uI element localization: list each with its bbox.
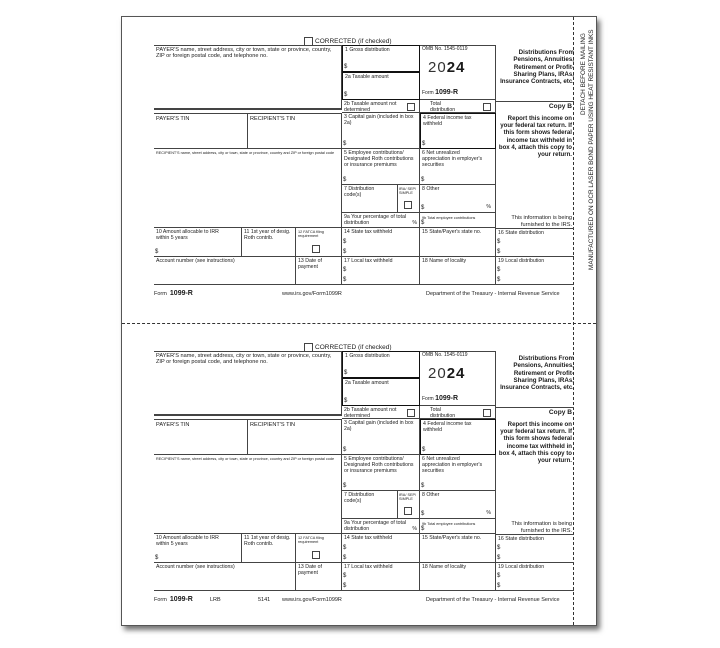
box-4-label: 4 Federal income tax withheld	[423, 115, 472, 127]
manufacturer-note: MANUFACTURED ON OCR LASER BOND PAPER USING HEAT RESISTANT INKS	[588, 29, 595, 270]
box-14-state-tax[interactable]	[342, 228, 420, 257]
dollar-sign: $	[344, 370, 348, 377]
dollar-sign: $	[155, 555, 159, 562]
box-7-label: 7 Distribution code(s)	[344, 492, 375, 504]
box-5-employee-contributions[interactable]	[342, 455, 420, 491]
dollar-sign: $	[497, 555, 501, 562]
box-8-label: 8 Other	[422, 186, 440, 192]
box-9b-total-employee[interactable]	[420, 519, 496, 534]
box-6-label: 6 Net unrealized appreciation in employer's securities	[422, 456, 483, 474]
form-title: Distributions From Pensions, Annuities, Retirement or Profit-Sharing Plans, IRAs, Insurance Contracts, etc.	[500, 355, 574, 392]
ira-sep-simple-box[interactable]	[398, 185, 420, 213]
dollar-sign: $	[343, 483, 347, 490]
account-number-box[interactable]	[154, 563, 296, 591]
dollar-sign: $	[497, 277, 501, 284]
total-distribution-box[interactable]	[420, 100, 496, 113]
tax-year	[428, 59, 465, 76]
box-18-locality[interactable]	[420, 257, 496, 285]
form-id	[422, 395, 458, 403]
total-distribution-box[interactable]	[420, 406, 496, 419]
dollar-sign: $	[343, 447, 347, 454]
corrected-label: CORRECTED (if checked)	[315, 38, 392, 46]
copy-b-label: Copy B	[548, 409, 572, 416]
form-1099r-bottom	[154, 341, 574, 617]
corrected-label: CORRECTED (if checked)	[315, 344, 392, 352]
box-9b-label: 9b Total employee contributions	[422, 522, 476, 526]
footer-form-id	[154, 596, 193, 603]
copy-b-instructions: Report this income on your federal tax return. If this form shows federal income tax withheld in box 4, attach this copy to your return.	[498, 115, 572, 158]
payer-name-label: PAYER'S name, street address, city or town, state or province, country, ZIP or foreign postal code, and telephone no.	[156, 353, 332, 366]
box-18-label: 18 Name of locality	[422, 564, 467, 570]
box-15-state-no[interactable]	[420, 228, 496, 257]
footer-lrb: LRB	[210, 597, 221, 603]
recipient-name-box[interactable]	[154, 455, 342, 534]
box-9a-label: 9a Your percentage of total distribution	[344, 214, 407, 226]
box-1-gross-distribution[interactable]	[342, 351, 420, 378]
box-11-roth-year[interactable]	[242, 534, 296, 563]
ira-sep-simple-label: IRA/ SEP/ SIMPLE	[399, 493, 417, 502]
payer-tin-box[interactable]	[154, 419, 248, 455]
box-14-label: 14 State tax withheld	[344, 229, 393, 235]
box-7-distribution-code[interactable]	[342, 491, 398, 519]
account-number-label: Account number (see instructions)	[156, 258, 235, 264]
box-12-fatca[interactable]	[296, 534, 342, 563]
total-distribution-label: Total distribution	[430, 101, 456, 113]
year-prefix: 20	[428, 365, 447, 382]
omb-number: OMB No. 1545-0119	[422, 46, 468, 52]
box-10-label: 10 Amount allocable to IRR within 5 years	[156, 229, 219, 241]
box-16-state-distribution[interactable]	[496, 534, 574, 563]
copy-b-note: This information is being furnished to the IRS.	[511, 215, 572, 228]
dollar-sign: $	[344, 398, 348, 405]
form-id	[422, 89, 458, 97]
recipient-tin-label: RECIPIENT'S TIN	[250, 116, 296, 122]
box-12-label: 12 FATCA filing requirement	[298, 230, 324, 239]
percent-sign: %	[486, 204, 491, 211]
fatca-checkbox[interactable]	[312, 245, 320, 253]
box-2b-label: 2b Taxable amount not determined	[344, 407, 397, 419]
box-17-local-tax[interactable]	[342, 257, 420, 285]
fatca-checkbox[interactable]	[312, 551, 320, 559]
box-4-federal-tax-withheld[interactable]	[420, 419, 496, 455]
box-7-label: 7 Distribution code(s)	[344, 186, 375, 198]
box-10-label: 10 Amount allocable to IRR within 5 years	[156, 535, 219, 547]
box-17-local-tax[interactable]	[342, 563, 420, 591]
omb-number: OMB No. 1545-0119	[422, 352, 468, 358]
dollar-sign: $	[497, 583, 501, 590]
footer-code: 5141	[258, 597, 271, 603]
box-4-federal-tax-withheld[interactable]	[420, 113, 496, 149]
dollar-sign: $	[343, 277, 347, 284]
percent-sign: %	[412, 526, 417, 533]
dollar-sign: $	[343, 249, 347, 256]
dollar-sign: $	[421, 483, 425, 490]
box-19-label: 19 Local distribution	[498, 258, 545, 264]
box-6-net-unrealized[interactable]	[420, 455, 496, 491]
box-8-other[interactable]	[420, 185, 496, 213]
detach-note: DETACH BEFORE MAILING	[580, 33, 587, 115]
recipient-name-label: RECIPIENT'S name, street address, city or town, state or province, country and ZIP or foreign postal code	[156, 457, 335, 461]
box-4-label: 4 Federal income tax withheld	[423, 421, 472, 433]
percent-sign: %	[412, 220, 417, 227]
box-19-label: 19 Local distribution	[498, 564, 545, 570]
box-11-roth-year[interactable]	[242, 228, 296, 257]
box-16-label: 16 State distribution	[498, 536, 544, 542]
payer-tin-label: PAYER'S TIN	[156, 422, 190, 428]
recipient-name-box[interactable]	[154, 149, 342, 228]
box-13-date-of-payment[interactable]	[296, 563, 342, 591]
dollar-sign: $	[343, 545, 347, 552]
box-2b-checkbox[interactable]	[407, 409, 415, 417]
form-name: 1099-R	[435, 394, 459, 402]
ira-sep-simple-checkbox[interactable]	[404, 507, 412, 515]
payer-name-box[interactable]	[154, 45, 342, 109]
total-distribution-checkbox[interactable]	[483, 103, 491, 111]
dollar-sign: $	[343, 141, 347, 148]
dollar-sign: $	[497, 573, 501, 580]
dollar-sign: $	[421, 511, 425, 518]
dollar-sign: $	[422, 447, 426, 454]
payer-name-label: PAYER'S name, street address, city or town, state or province, country, ZIP or foreign postal code, and telephone no.	[156, 47, 332, 60]
box-6-label: 6 Net unrealized appreciation in employer's securities	[422, 150, 483, 168]
form-word: Form	[422, 395, 434, 402]
box-13-date-of-payment[interactable]	[296, 257, 342, 285]
box-5-employee-contributions[interactable]	[342, 149, 420, 185]
box-2a-taxable-amount[interactable]	[342, 72, 420, 100]
dollar-sign: $	[497, 545, 501, 552]
box-15-label: 15 State/Payer's state no.	[422, 535, 482, 541]
box-9b-label: 9b Total employee contributions	[422, 216, 476, 220]
dollar-sign: $	[343, 573, 347, 580]
dollar-sign: $	[343, 583, 347, 590]
box-14-state-tax[interactable]	[342, 534, 420, 563]
footer-form-id	[154, 290, 193, 297]
dollar-sign: $	[343, 177, 347, 184]
dollar-sign: $	[421, 177, 425, 184]
box-19-local-distribution[interactable]	[496, 563, 574, 591]
box-10-irr[interactable]	[154, 534, 242, 563]
box-9a-percentage[interactable]	[342, 519, 420, 534]
dollar-sign: $	[344, 64, 348, 71]
dollar-sign: $	[421, 220, 425, 227]
box-11-label: 11 1st year of desig. Roth contrib.	[244, 535, 291, 547]
footer-form-word: Form	[154, 291, 167, 297]
year-prefix: 20	[428, 59, 447, 76]
year-suffix: 24	[446, 59, 466, 76]
box-18-label: 18 Name of locality	[422, 258, 467, 264]
box-3-label: 3 Capital gain (included in box 2a)	[344, 114, 414, 126]
ira-sep-simple-box[interactable]	[398, 491, 420, 519]
account-number-label: Account number (see instructions)	[156, 564, 235, 570]
recipient-tin-label: RECIPIENT'S TIN	[250, 422, 296, 428]
dollar-sign: $	[343, 267, 347, 274]
footer-form-name: 1099-R	[169, 596, 193, 603]
ira-sep-simple-label: IRA/ SEP/ SIMPLE	[399, 187, 417, 196]
box-14-label: 14 State tax withheld	[344, 535, 393, 541]
total-distribution-label: Total distribution	[430, 407, 456, 419]
box-11-label: 11 1st year of desig. Roth contrib.	[244, 229, 291, 241]
box-6-net-unrealized[interactable]	[420, 149, 496, 185]
box-3-capital-gain[interactable]	[342, 113, 420, 149]
tax-year	[428, 365, 465, 382]
payer-tin-label: PAYER'S TIN	[156, 116, 190, 122]
footer-form-word: Form	[154, 597, 167, 603]
percent-sign: %	[486, 510, 491, 517]
box-9a-label: 9a Your percentage of total distribution	[344, 520, 407, 532]
dollar-sign: $	[344, 92, 348, 99]
dollar-sign: $	[497, 267, 501, 274]
box-1-label: 1 Gross distribution	[345, 353, 390, 359]
box-16-state-distribution[interactable]	[496, 228, 574, 257]
box-2a-label: 2a Taxable amount	[345, 380, 389, 386]
box-8-other[interactable]	[420, 491, 496, 519]
box-3-capital-gain[interactable]	[342, 419, 420, 455]
dollar-sign: $	[421, 205, 425, 212]
omb-year-box	[420, 45, 496, 100]
box-18-locality[interactable]	[420, 563, 496, 591]
form-title: Distributions From Pensions, Annuities, Retirement or Profit-Sharing Plans, IRAs, Insurance Contracts, etc.	[500, 49, 574, 86]
dollar-sign: $	[343, 555, 347, 562]
dollar-sign: $	[155, 249, 159, 256]
box-8-label: 8 Other	[422, 492, 440, 498]
box-12-fatca[interactable]	[296, 228, 342, 257]
payer-name-box[interactable]	[154, 351, 342, 415]
box-2b-not-determined[interactable]	[342, 406, 420, 419]
box-1-gross-distribution[interactable]	[342, 45, 420, 72]
footer-department: Department of the Treasury - Internal Revenue Service	[426, 291, 560, 297]
ira-sep-simple-checkbox[interactable]	[404, 201, 412, 209]
box-2a-label: 2a Taxable amount	[345, 74, 389, 80]
box-10-irr[interactable]	[154, 228, 242, 257]
form-1099r-top	[154, 35, 574, 311]
box-2b-not-determined[interactable]	[342, 100, 420, 113]
box-15-state-no[interactable]	[420, 534, 496, 563]
form-name: 1099-R	[435, 88, 459, 96]
box-2b-label: 2b Taxable amount not determined	[344, 101, 397, 113]
recipient-tin-box[interactable]	[248, 419, 342, 455]
footer-form-name: 1099-R	[169, 290, 193, 297]
box-1-label: 1 Gross distribution	[345, 47, 390, 53]
footer-url: www.irs.gov/Form1099R	[282, 597, 342, 603]
recipient-name-label: RECIPIENT'S name, street address, city or town, state or province, country and ZIP or foreign postal code	[156, 151, 335, 155]
copy-b-label: Copy B	[548, 103, 572, 110]
box-17-label: 17 Local tax withheld	[344, 564, 393, 570]
box-12-label: 12 FATCA filing requirement	[298, 536, 324, 545]
box-5-label: 5 Employee contributions/ Designated Roth contributions or insurance premiums	[344, 150, 414, 168]
box-19-local-distribution[interactable]	[496, 257, 574, 285]
box-9b-total-employee[interactable]	[420, 213, 496, 228]
box-15-label: 15 State/Payer's state no.	[422, 229, 482, 235]
form-sheet	[121, 16, 597, 626]
box-17-label: 17 Local tax withheld	[344, 258, 393, 264]
dollar-sign: $	[497, 239, 501, 246]
dollar-sign: $	[422, 141, 426, 148]
box-5-label: 5 Employee contributions/ Designated Roth contributions or insurance premiums	[344, 456, 414, 474]
box-2a-taxable-amount[interactable]	[342, 378, 420, 406]
box-13-label: 13 Date of payment	[298, 258, 322, 270]
box-9a-percentage[interactable]	[342, 213, 420, 228]
horizontal-perforation	[122, 323, 596, 324]
form-word: Form	[422, 89, 434, 96]
box-13-label: 13 Date of payment	[298, 564, 322, 576]
payer-tin-box[interactable]	[154, 113, 248, 149]
box-7-distribution-code[interactable]	[342, 185, 398, 213]
recipient-tin-box[interactable]	[248, 113, 342, 149]
box-3-label: 3 Capital gain (included in box 2a)	[344, 420, 414, 432]
year-suffix: 24	[446, 365, 466, 382]
footer-url: www.irs.gov/Form1099R	[282, 291, 342, 297]
box-2b-checkbox[interactable]	[407, 103, 415, 111]
copy-b-instructions: Report this income on your federal tax return. If this form shows federal income tax withheld in box 4, attach this copy to your return.	[498, 421, 572, 464]
account-number-box[interactable]	[154, 257, 296, 285]
dollar-sign: $	[343, 239, 347, 246]
footer-department: Department of the Treasury - Internal Revenue Service	[426, 597, 560, 603]
omb-year-box	[420, 351, 496, 406]
copy-b-note: This information is being furnished to the IRS.	[511, 521, 572, 534]
dollar-sign: $	[421, 526, 425, 533]
total-distribution-checkbox[interactable]	[483, 409, 491, 417]
box-16-label: 16 State distribution	[498, 230, 544, 236]
dollar-sign: $	[497, 249, 501, 256]
